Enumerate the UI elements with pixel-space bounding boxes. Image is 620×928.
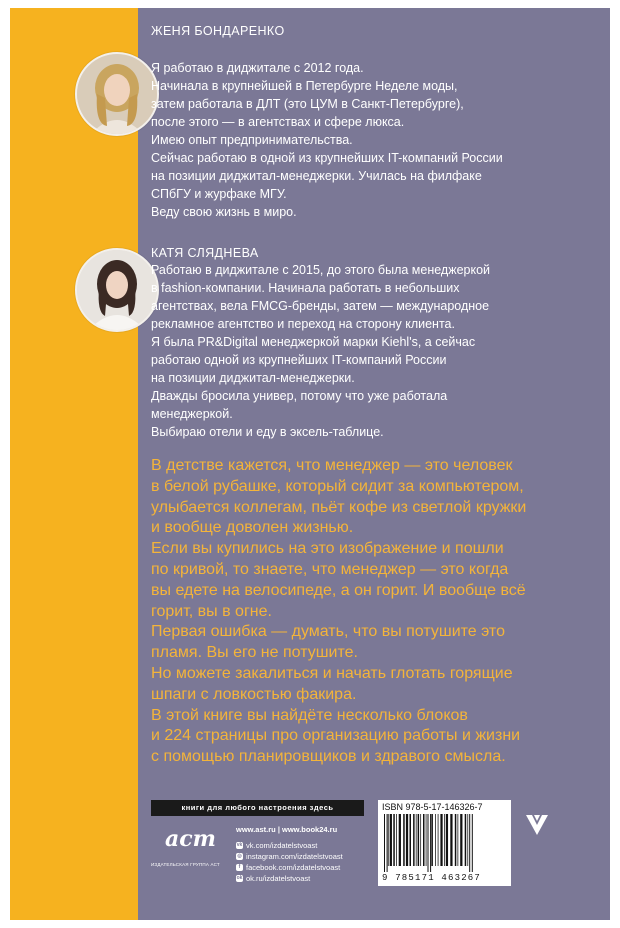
barcode-bar — [406, 814, 408, 866]
bio-line: на позиции диджитал-менеджерки. Училась на филфаке — [151, 169, 482, 183]
bio-line: Дважды бросила универ, потому что уже работала — [151, 389, 448, 403]
barcode-bar — [410, 814, 412, 866]
blurb-line: и вообще доволен жизнью. — [151, 519, 354, 537]
facebook-icon: f — [236, 864, 243, 871]
bio-line: Я была PR&Digital менеджеркой марки Kiehl's, а сейчас — [151, 335, 476, 349]
publisher-footer — [151, 800, 611, 890]
bio-line: Выбираю отели и еду в эксель-таблице. — [151, 425, 384, 439]
logo-caption: ИЗДАТЕЛЬСКАЯ ГРУППА АСТ — [151, 862, 220, 867]
bio-line: Я работаю в диджитале с 2012 года. — [151, 61, 364, 75]
cover-panel — [138, 8, 610, 920]
bio-line: рекламное агентство и переход на сторону клиента. — [151, 317, 455, 331]
barcode-bar — [438, 814, 439, 866]
barcode-bar — [428, 814, 429, 872]
blurb-line: горит, вы в огне. — [151, 602, 272, 620]
blurb-line: В этой книге вы найдёте несколько блоков — [151, 706, 468, 724]
isbn-barcode — [378, 800, 511, 886]
blurb-line: вы едете на велосипеде, а он горит. И вообще всё — [151, 581, 526, 599]
publisher-v-logo-icon — [523, 810, 551, 838]
bio-line: СПбГУ и журфаке МГУ. — [151, 187, 287, 201]
barcode-bar — [413, 814, 415, 866]
barcode-icon — [382, 814, 507, 872]
blurb-line: шпаги с ловкостью факира. — [151, 685, 357, 703]
blurb-line: Если вы купились на это изображение и пошли — [151, 540, 504, 558]
barcode-bar — [423, 814, 425, 866]
bio-line: в fashion-компании. Начинала работать в небольших — [151, 281, 460, 295]
barcode-bar — [418, 814, 420, 866]
barcode-bar — [450, 814, 452, 866]
bio-line: затем работала в ДЛТ (это ЦУМ в Санкт-Петербурге), — [151, 97, 464, 111]
publisher-slogan: книги для любого настроения здесь — [151, 800, 364, 816]
barcode-bar — [435, 814, 436, 866]
barcode-bar — [416, 814, 417, 866]
barcode-bar — [431, 814, 433, 866]
blurb-line: улыбается коллегам, пьёт кофе из светлой кружки — [151, 498, 527, 516]
barcode-bar — [390, 814, 392, 866]
barcode-bar — [426, 814, 427, 866]
bio-line: Начинала в крупнейшей в Петербурге Неделе моды, — [151, 79, 458, 93]
bio-line: агентствах, вела FMCG-бренды, затем — международное — [151, 299, 490, 313]
blurb-line: Но можете закалиться и начать глотать горящие — [151, 664, 513, 682]
barcode-bar — [396, 814, 397, 866]
social-link[interactable] — [236, 840, 343, 851]
publisher-sites[interactable]: www.ast.ru | www.book24.ru — [236, 825, 338, 834]
author-name: КАТЯ СЛЯДНЕВА — [151, 246, 259, 260]
bio-line: Имею опыт предпринимательства. — [151, 133, 353, 147]
barcode-bar — [460, 814, 462, 866]
barcode-bar — [399, 814, 401, 866]
barcode-bar — [403, 814, 405, 866]
publisher-logo — [151, 826, 221, 872]
barcode-bar — [440, 814, 442, 866]
barcode-bar — [446, 814, 448, 866]
barcode-bar — [388, 814, 389, 866]
social-link-text: instagram.com/izdatelstvoast — [246, 852, 343, 861]
blurb-line: и 224 страницы про организацию работы и жизни — [151, 727, 521, 745]
blurb-line: В детстве кажется, что менеджер — это человек — [151, 457, 513, 474]
bio-line: работаю одной из крупнейших IT-компаний России — [151, 353, 447, 367]
publisher-links — [236, 824, 343, 884]
bio-line: Работаю в диджитале с 2015, до этого была менеджеркой — [151, 263, 491, 277]
logo-mark: аст — [165, 826, 216, 852]
author-photo-icon — [75, 248, 159, 332]
bio-line: Сейчас работаю в одной из крупнейших IT-компаний России — [151, 151, 503, 165]
barcode-bar — [455, 814, 457, 866]
bio-line: после этого — в агентствах и сфере люкса. — [151, 115, 405, 129]
barcode-bar — [384, 814, 385, 872]
social-link[interactable] — [236, 873, 343, 884]
odnoklassniki-icon: ok — [236, 875, 243, 881]
blurb-line: по кривой, то знаете, что менеджер — это когда — [151, 560, 509, 578]
barcode-bar — [469, 814, 470, 872]
barcode-bar — [387, 814, 388, 872]
author-photo-icon — [75, 52, 159, 136]
blurb-line: Первая ошибка — думать, что вы потушите это — [151, 623, 505, 641]
book-back-cover — [10, 8, 610, 920]
blurb-line: пламя. Вы его не потушите. — [151, 644, 358, 662]
barcode-bar — [465, 814, 467, 866]
barcode-bar — [444, 814, 445, 866]
social-link-text: facebook.com/izdatelstvoast — [246, 863, 341, 872]
bio-line: менеджеркой. — [151, 407, 233, 421]
social-link[interactable] — [236, 851, 343, 862]
author-name: ЖЕНЯ БОНДАРЕНКО — [151, 24, 285, 38]
book-blurb — [151, 456, 526, 768]
social-link[interactable] — [236, 862, 343, 873]
barcode-bar — [420, 814, 421, 866]
blurb-line: с помощью планировщиков и здравого смысла. — [151, 748, 506, 766]
social-link-text: vk.com/izdatelstvoast — [246, 841, 318, 850]
author-bio — [151, 59, 503, 221]
barcode-bar — [472, 814, 473, 872]
barcode-bar — [430, 814, 431, 872]
vk-icon: vk — [236, 842, 243, 848]
barcode-digits: 9 785171 463267 — [382, 873, 482, 883]
instagram-icon: ◎ — [237, 853, 242, 859]
blurb-line: в белой рубашке, который сидит за компьютером, — [151, 477, 524, 495]
barcode-bar — [393, 814, 395, 866]
author-bio — [151, 261, 490, 441]
social-link-text: ok.ru/izdatelstvoast — [246, 874, 311, 883]
bio-line: на позиции диджитал-менеджерки. — [151, 371, 355, 385]
isbn-number: ISBN 978-5-17-146326-7 — [382, 802, 483, 812]
barcode-bar — [467, 814, 468, 866]
bio-line: Веду свою жизнь в миро. — [151, 205, 297, 219]
barcode-bar — [458, 814, 459, 866]
